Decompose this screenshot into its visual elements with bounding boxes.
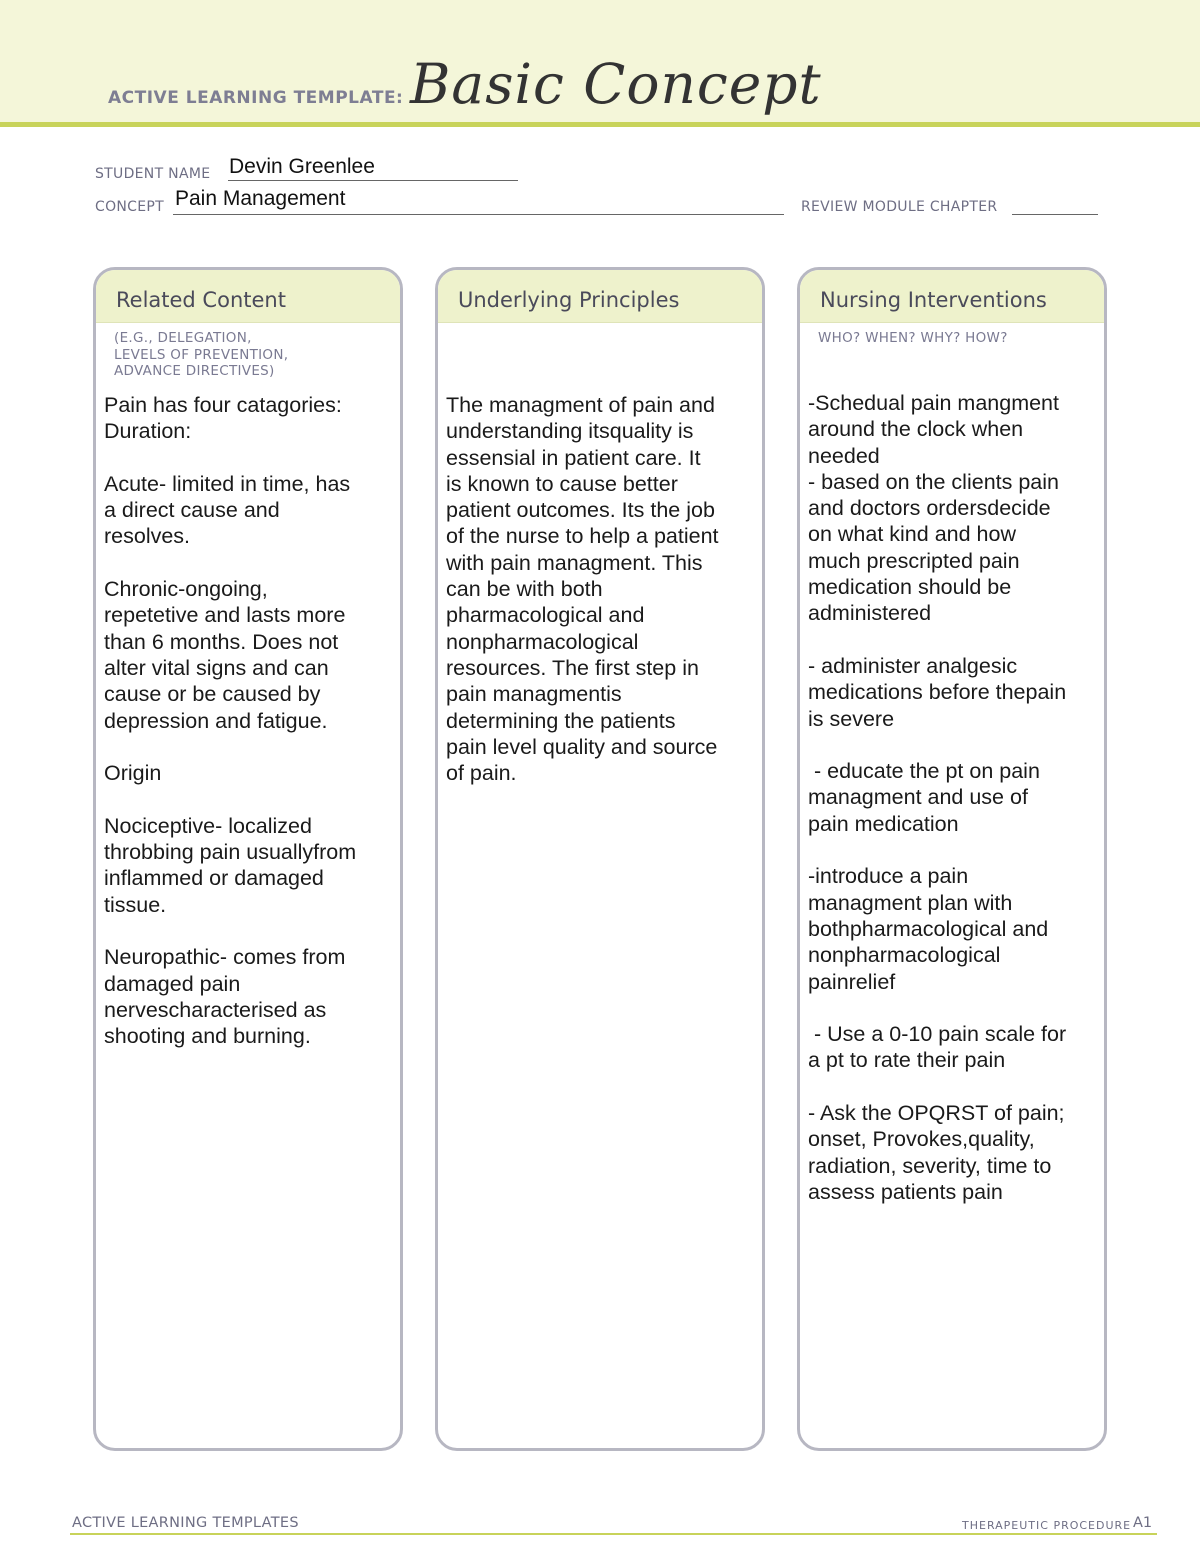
student-name-underline xyxy=(228,180,518,181)
panel-header xyxy=(800,270,1104,323)
concept-field[interactable]: Pain Management xyxy=(175,187,346,210)
underlying-principles-panel xyxy=(435,267,765,1451)
footer-divider xyxy=(70,1533,1157,1535)
related-content-text[interactable]: Pain has four catagories: Duration: Acute- limited in time, has a direct cause and resolves. Chronic-ongoing, repetetive and lasts more than 6 months. Does not alter vital signs and can cause or be caused by depression and fatigue. Origin Nociceptive- localized throbbing pain usuallyfrom inflammed or damaged tissue. Neuropathic- comes from damaged pain nervescharacterised as shooting and burning. xyxy=(104,393,357,1049)
panel-subtitle: WHO? WHEN? WHY? HOW? xyxy=(818,330,1008,346)
panel-header xyxy=(438,270,762,323)
footer-page-code: A1 xyxy=(1133,1515,1153,1531)
student-name-field[interactable]: Devin Greenlee xyxy=(229,155,375,178)
panel-title: Related Content xyxy=(116,288,286,312)
panel-title: Nursing Interventions xyxy=(820,288,1047,312)
related-content-panel xyxy=(93,267,403,1451)
panel-subtitle: (E.G., DELEGATION, LEVELS OF PREVENTION, ADVANCE DIRECTIVES) xyxy=(114,330,289,379)
footer-label: ACTIVE LEARNING TEMPLATES xyxy=(72,1515,299,1531)
nursing-interventions-text[interactable]: -Schedual pain mangment around the clock when needed - based on the clients pain and doctors ordersdecide on what kind and how much prescripted pain medication should be administered - administer analgesic medications before thepain is severe - educate the pt on pain managment and use of pain medication -introduce a pain managment plan with bothpharmacological and nonpharmacological painrelief - Use a 0-10 pain scale for a pt to rate their pain - Ask the OPQRST of pain; onset, Provokes,quality, radiation, severity, time to assess patients pain xyxy=(808,391,1067,1204)
concept-underline xyxy=(173,214,784,215)
student-name-label: STUDENT NAME xyxy=(95,166,211,182)
concept-label: CONCEPT xyxy=(95,199,164,215)
underlying-principles-text[interactable]: The managment of pain and understanding itsquality is essensial in patient care. It is known to cause better patient outcomes. Its the job of the nurse to help a patient with pain managment. This can be with both pharmacological and nonpharmacological resources. The first step in pain managmentis determining the patients pain level quality and source of pain. xyxy=(446,393,719,786)
template-label: ACTIVE LEARNING TEMPLATE: xyxy=(108,88,404,108)
panel-header xyxy=(96,270,400,323)
review-module-label: REVIEW MODULE CHAPTER xyxy=(801,199,998,215)
header-divider xyxy=(0,122,1200,127)
review-module-field[interactable] xyxy=(1012,214,1098,215)
page-title: Basic Concept xyxy=(410,52,822,116)
nursing-interventions-panel xyxy=(797,267,1107,1451)
footer-section: THERAPEUTIC PROCEDURE xyxy=(962,1519,1132,1532)
panel-title: Underlying Principles xyxy=(458,288,680,312)
